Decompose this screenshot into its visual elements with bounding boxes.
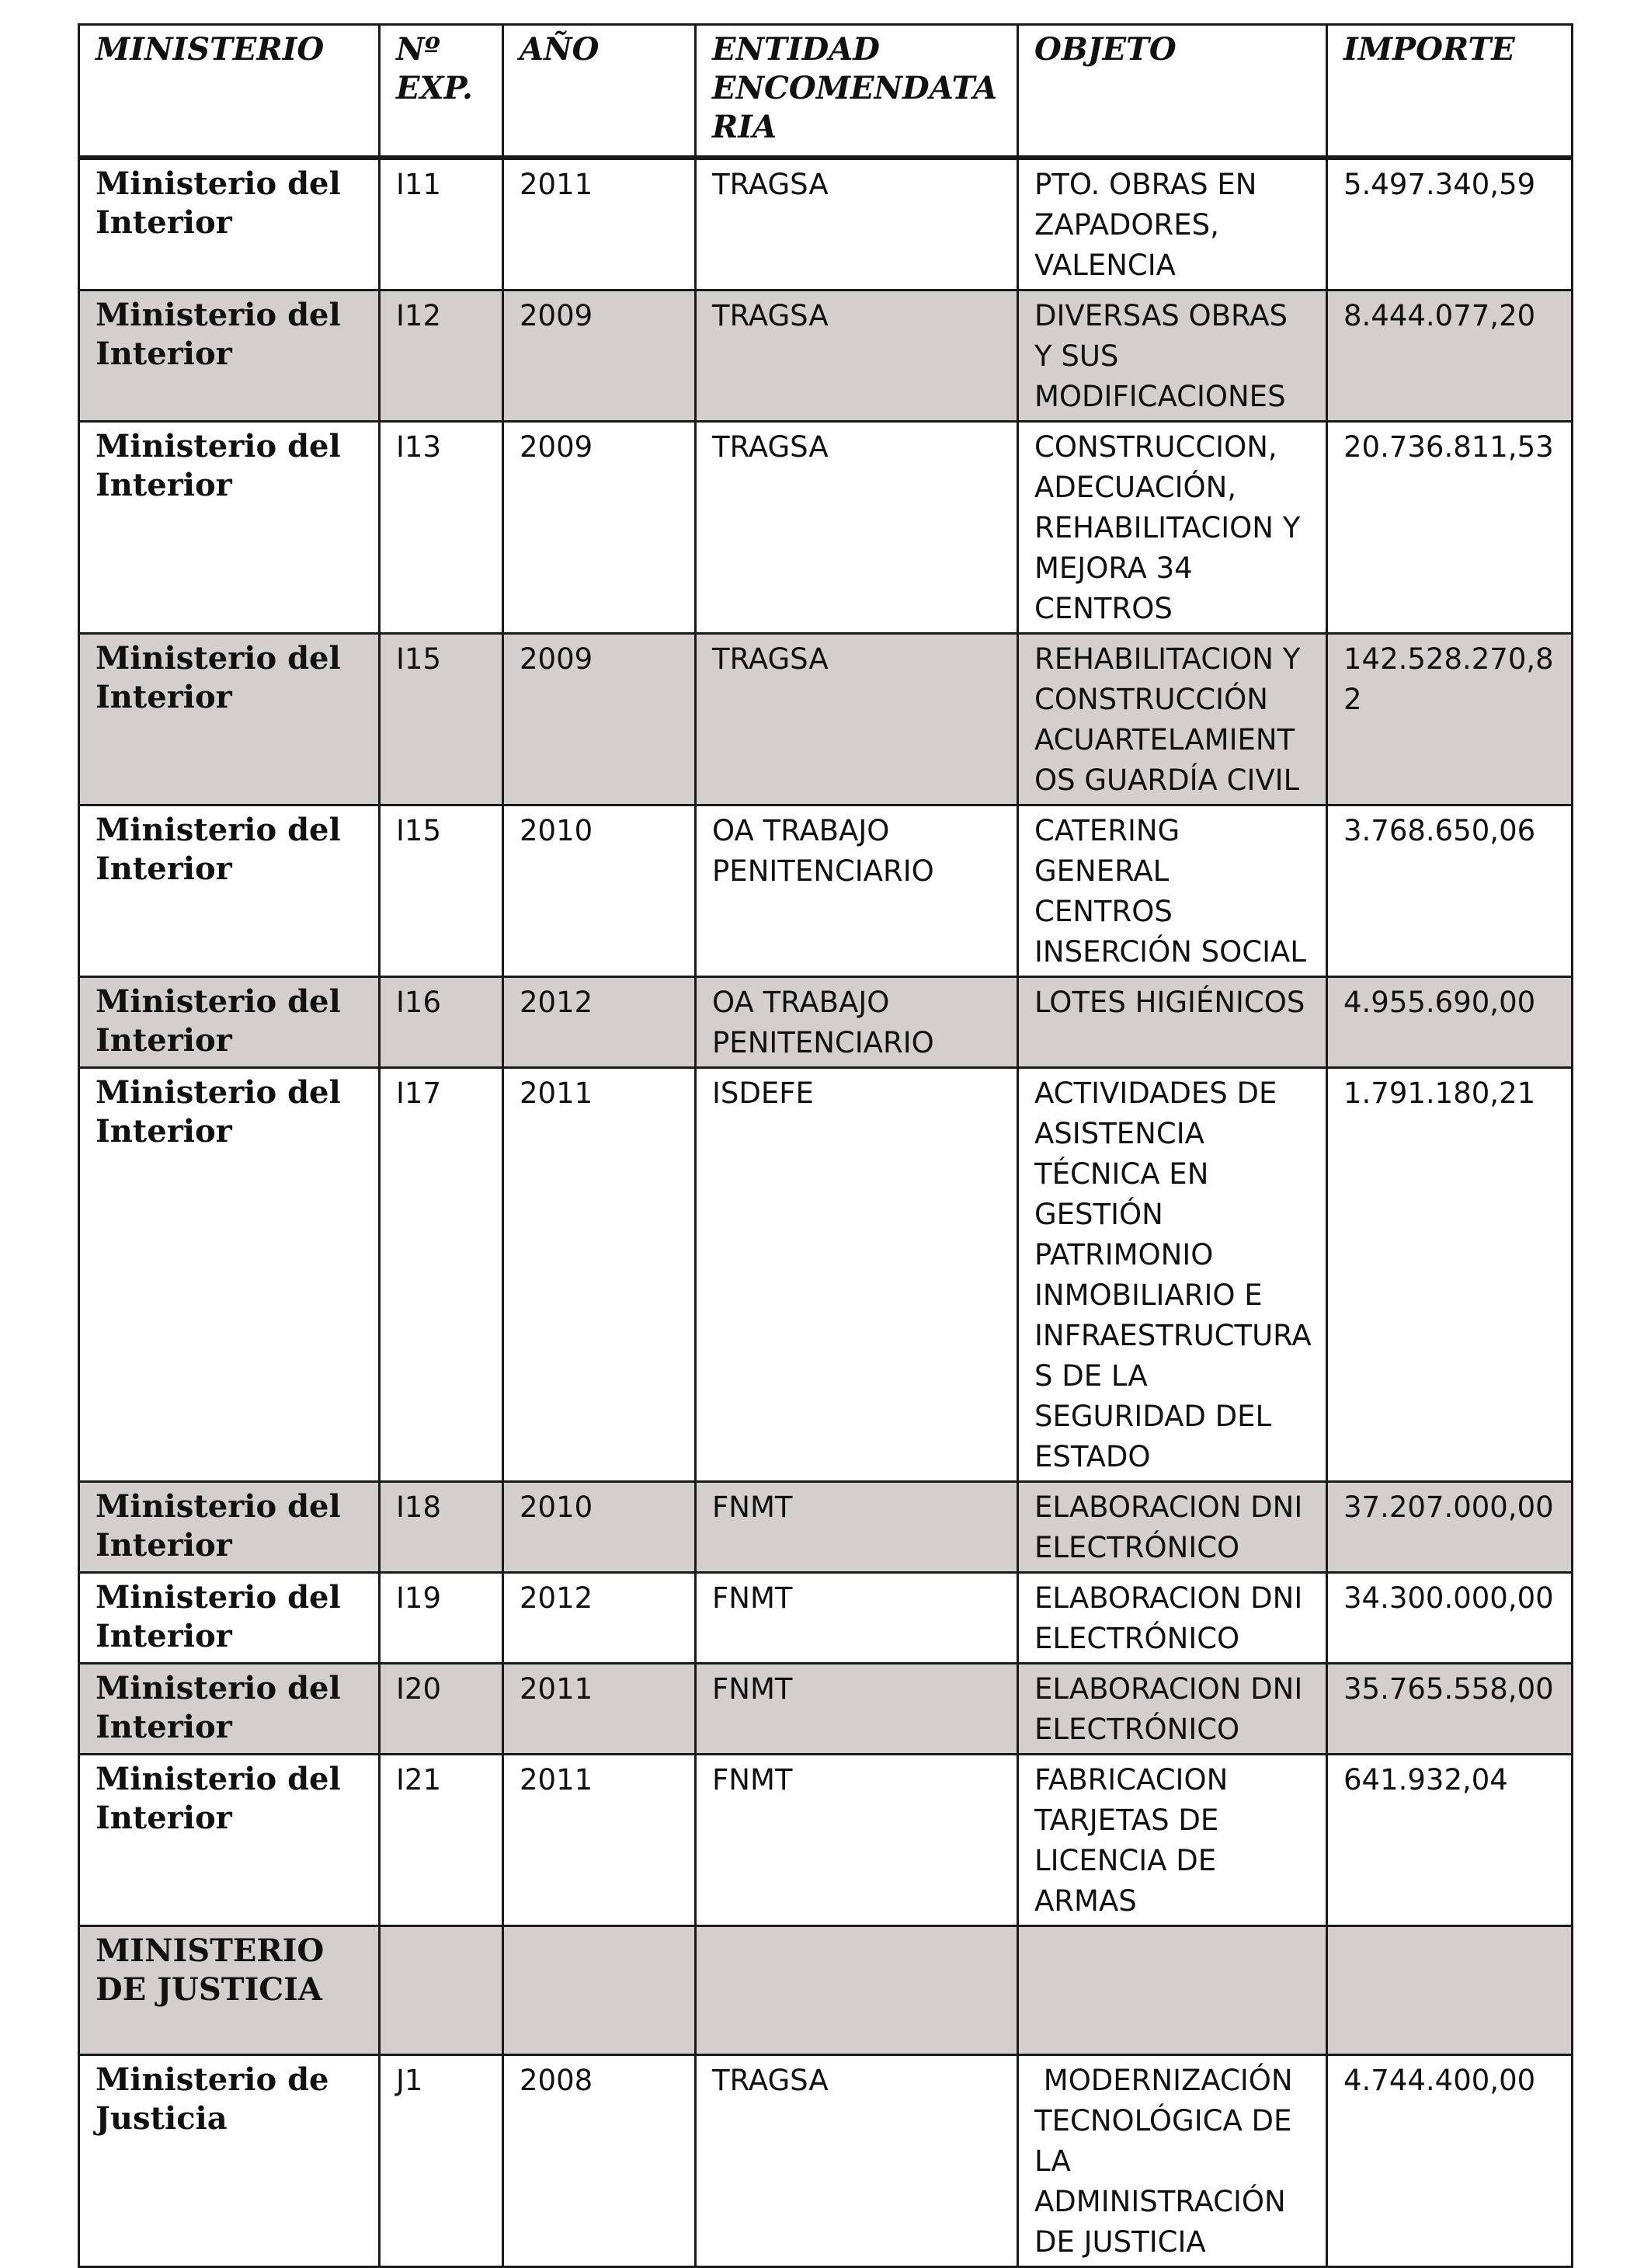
expedientes-table [78, 23, 1573, 2268]
cell-entidad: TRAGSA [696, 158, 1018, 290]
header-ministerio: MINISTERIO [79, 25, 380, 158]
table-row [79, 1573, 1573, 1664]
cell-exp: I16 [380, 977, 503, 1068]
cell-entidad: TRAGSA [696, 290, 1018, 422]
cell-anio: 2012 [503, 1573, 696, 1664]
cell-objeto: CATERING GENERAL CENTROS INSERCIÓN SOCIAL [1018, 805, 1327, 977]
cell-entidad: FNMT [696, 1755, 1018, 1926]
cell-importe: 641.932,04 [1327, 1755, 1573, 1926]
section-row-justicia [79, 1926, 1573, 2055]
cell-exp: I11 [380, 158, 503, 290]
table-row [79, 290, 1573, 422]
cell-ministerio: Ministerio del Interior [79, 805, 380, 977]
cell-anio: 2010 [503, 1482, 696, 1573]
table-row [79, 422, 1573, 634]
cell-importe: 34.300.000,00 [1327, 1573, 1573, 1664]
cell-entidad: TRAGSA [696, 2055, 1018, 2267]
cell-objeto: CONSTRUCCION, ADECUACIÓN, REHABILITACION Y MEJORA 34 CENTROS [1018, 422, 1327, 634]
cell-objeto: FABRICACION TARJETAS DE LICENCIA DE ARMAS [1018, 1755, 1327, 1926]
cell-anio: 2009 [503, 290, 696, 422]
cell-anio: 2011 [503, 1664, 696, 1755]
cell-ministerio: Ministerio del Interior [79, 1482, 380, 1573]
cell-exp: I12 [380, 290, 503, 422]
cell-importe: 1.791.180,21 [1327, 1068, 1573, 1482]
cell-anio: 2012 [503, 977, 696, 1068]
cell-exp: I18 [380, 1482, 503, 1573]
cell-ministerio: Ministerio del Interior [79, 422, 380, 634]
cell-objeto [1018, 1926, 1327, 2055]
cell-entidad: TRAGSA [696, 634, 1018, 805]
header-importe: IMPORTE [1327, 25, 1573, 158]
cell-importe: 37.207.000,00 [1327, 1482, 1573, 1573]
table-row [79, 1482, 1573, 1573]
header-objeto: OBJETO [1018, 25, 1327, 158]
cell-entidad [696, 1926, 1018, 2055]
table-row [79, 158, 1573, 290]
cell-anio: 2009 [503, 634, 696, 805]
cell-entidad: OA TRABAJO PENITENCIARIO [696, 805, 1018, 977]
cell-importe: 5.497.340,59 [1327, 158, 1573, 290]
cell-objeto: LOTES HIGIÉNICOS [1018, 977, 1327, 1068]
cell-exp: J1 [380, 2055, 503, 2267]
cell-anio: 2010 [503, 805, 696, 977]
cell-entidad: FNMT [696, 1482, 1018, 1573]
cell-anio: 2008 [503, 2055, 696, 2267]
cell-objeto: MODERNIZACIÓN TECNOLÓGICA DE LA ADMINISTRACIÓN DE JUSTICIA [1018, 2055, 1327, 2267]
table-row [79, 1664, 1573, 1755]
cell-ministerio: Ministerio del Interior [79, 158, 380, 290]
cell-entidad: FNMT [696, 1664, 1018, 1755]
section-title: MINISTERIO DE JUSTICIA [79, 1926, 380, 2055]
cell-anio: 2011 [503, 1068, 696, 1482]
cell-ministerio: Ministerio del Interior [79, 977, 380, 1068]
cell-importe: 3.768.650,06 [1327, 805, 1573, 977]
cell-ministerio: Ministerio del Interior [79, 290, 380, 422]
header-entidad: ENTIDAD ENCOMENDATARIA [696, 25, 1018, 158]
cell-ministerio: Ministerio del Interior [79, 1755, 380, 1926]
cell-entidad: ISDEFE [696, 1068, 1018, 1482]
header-anio: AÑO [503, 25, 696, 158]
cell-objeto: DIVERSAS OBRAS Y SUS MODIFICACIONES [1018, 290, 1327, 422]
cell-objeto: ACTIVIDADES DE ASISTENCIA TÉCNICA EN GESTIÓN PATRIMONIO INMOBILIARIO E INFRAESTRUCTURAS DE LA SEGURIDAD DEL ESTADO [1018, 1068, 1327, 1482]
table-row [79, 1068, 1573, 1482]
cell-objeto: ELABORACION DNI ELECTRÓNICO [1018, 1664, 1327, 1755]
table-row [79, 634, 1573, 805]
cell-importe: 35.765.558,00 [1327, 1664, 1573, 1755]
cell-exp [380, 1926, 503, 2055]
header-exp: Nº EXP. [380, 25, 503, 158]
cell-objeto: REHABILITACION Y CONSTRUCCIÓN ACUARTELAMIENTOS GUARDÍA CIVIL [1018, 634, 1327, 805]
cell-anio [503, 1926, 696, 2055]
cell-anio: 2011 [503, 1755, 696, 1926]
cell-ministerio: Ministerio del Interior [79, 1573, 380, 1664]
cell-objeto: ELABORACION DNI ELECTRÓNICO [1018, 1573, 1327, 1664]
cell-entidad: OA TRABAJO PENITENCIARIO [696, 977, 1018, 1068]
cell-importe: 142.528.270,82 [1327, 634, 1573, 805]
cell-ministerio: Ministerio de Justicia [79, 2055, 380, 2267]
cell-entidad: TRAGSA [696, 422, 1018, 634]
table-row [79, 977, 1573, 1068]
cell-ministerio: Ministerio del Interior [79, 1664, 380, 1755]
table-row [79, 805, 1573, 977]
cell-exp: I15 [380, 805, 503, 977]
cell-importe [1327, 1926, 1573, 2055]
cell-exp: I15 [380, 634, 503, 805]
cell-exp: I21 [380, 1755, 503, 1926]
cell-exp: I19 [380, 1573, 503, 1664]
cell-exp: I13 [380, 422, 503, 634]
header-row [79, 25, 1573, 158]
cell-exp: I17 [380, 1068, 503, 1482]
table-row [79, 1755, 1573, 1926]
cell-anio: 2011 [503, 158, 696, 290]
cell-objeto: PTO. OBRAS EN ZAPADORES, VALENCIA [1018, 158, 1327, 290]
table-row [79, 2055, 1573, 2267]
cell-ministerio: Ministerio del Interior [79, 1068, 380, 1482]
cell-importe: 8.444.077,20 [1327, 290, 1573, 422]
cell-objeto: ELABORACION DNI ELECTRÓNICO [1018, 1482, 1327, 1573]
cell-exp: I20 [380, 1664, 503, 1755]
cell-importe: 4.744.400,00 [1327, 2055, 1573, 2267]
cell-importe: 20.736.811,53 [1327, 422, 1573, 634]
cell-anio: 2009 [503, 422, 696, 634]
cell-importe: 4.955.690,00 [1327, 977, 1573, 1068]
cell-entidad: FNMT [696, 1573, 1018, 1664]
cell-ministerio: Ministerio del Interior [79, 634, 380, 805]
